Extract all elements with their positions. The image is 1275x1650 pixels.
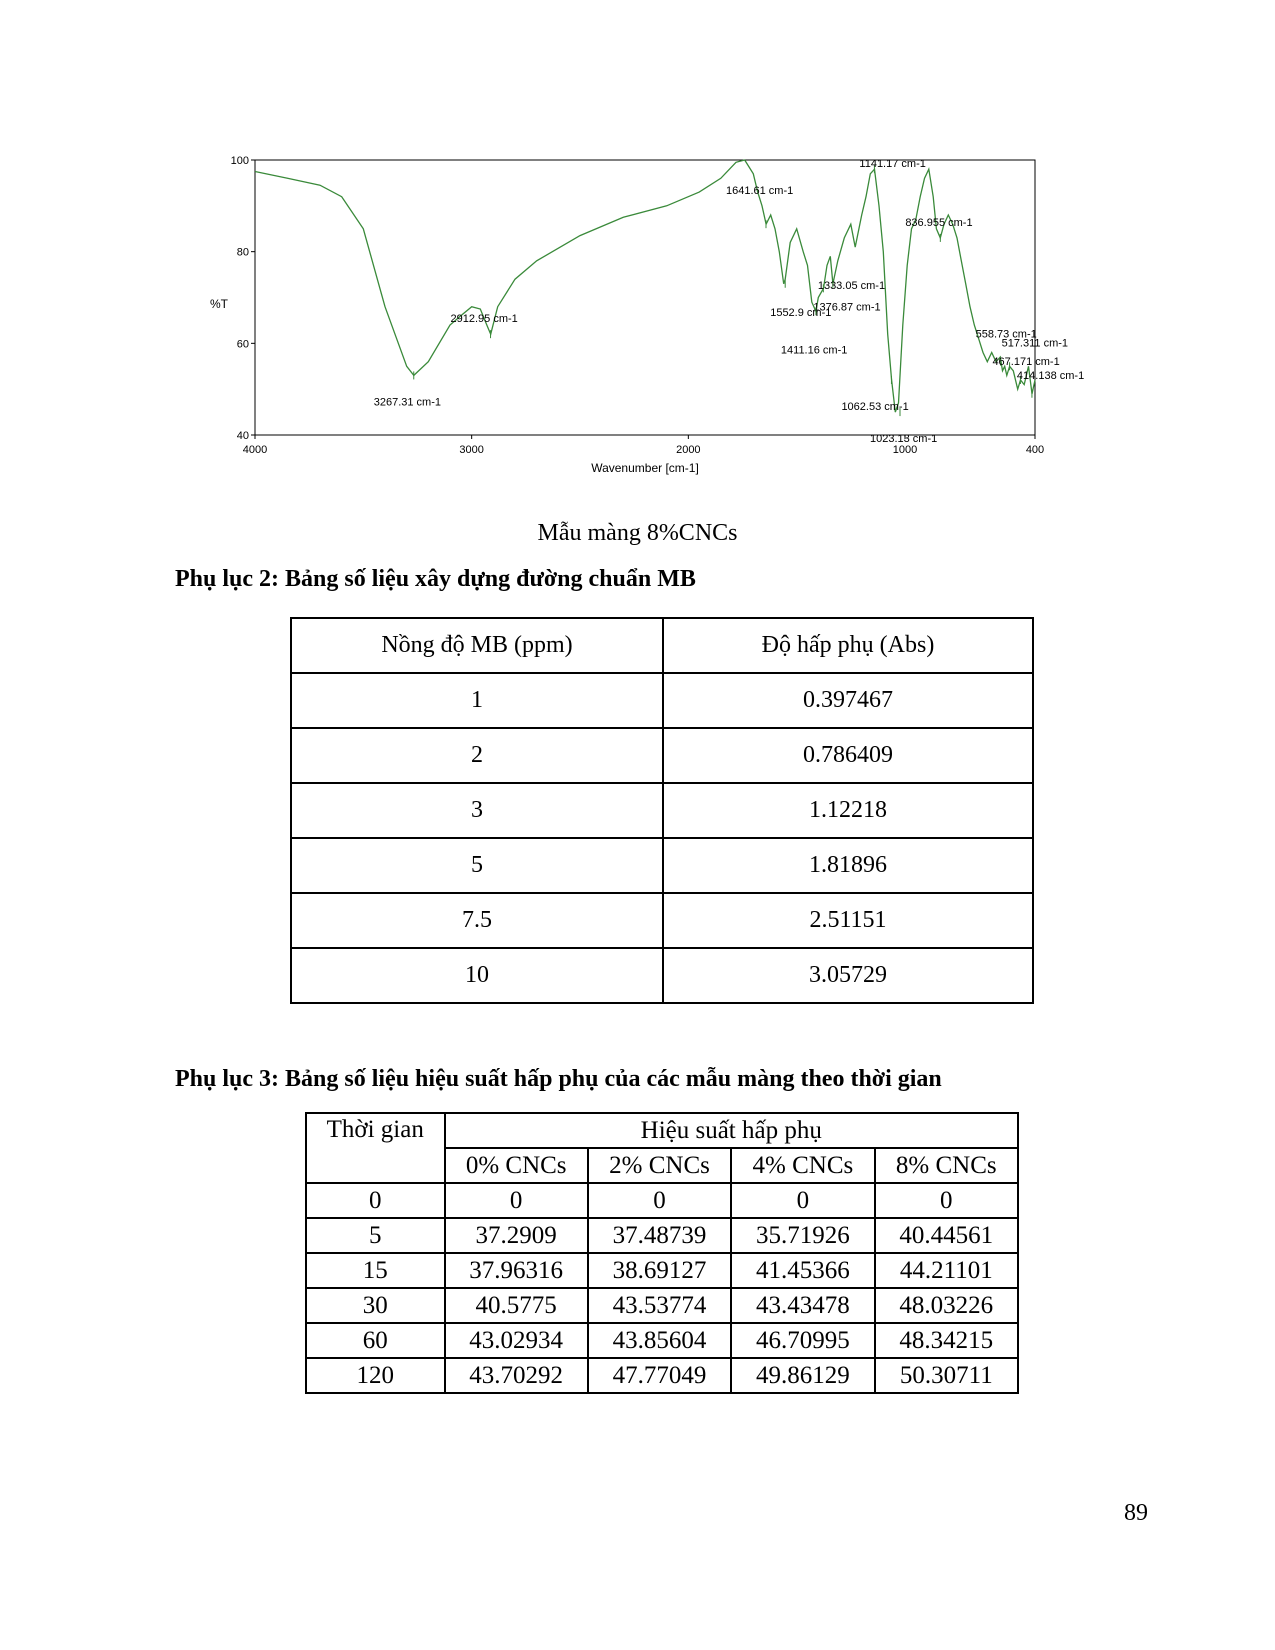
table-cell: 3.05729 <box>663 948 1033 1003</box>
x-tick-label: 3000 <box>459 444 484 456</box>
table-row <box>306 1323 1018 1358</box>
table-cell: 50.30711 <box>875 1358 1018 1393</box>
table-cell: 1 <box>291 673 663 728</box>
table-cell: 40.44561 <box>875 1218 1018 1253</box>
table-cell: 37.2909 <box>445 1218 588 1253</box>
table-cell: 37.48739 <box>588 1218 731 1253</box>
table-cell: 0 <box>306 1183 445 1218</box>
subheader-8-cncs: 8% CNCs <box>875 1148 1018 1183</box>
header-concentration: Nồng độ MB (ppm) <box>291 618 663 673</box>
table-row <box>291 948 1033 1003</box>
x-axis-label: Wavenumber [cm-1] <box>591 461 699 475</box>
table-cell: 7.5 <box>291 893 663 948</box>
table-row <box>306 1183 1018 1218</box>
appendix-3-heading: Phụ lục 3: Bảng số liệu hiệu suất hấp phụ của các mẫu màng theo thời gian <box>175 1066 942 1092</box>
peak-label: 1141.17 cm-1 <box>859 158 926 171</box>
peak-label: 1641.61 cm-1 <box>725 185 794 198</box>
ir-spectrum-chart <box>200 150 1120 500</box>
table-cell: 15 <box>306 1253 445 1288</box>
peak-label: 558.73 cm-1 <box>975 328 1037 341</box>
table-cell: 60 <box>306 1323 445 1358</box>
table-cell: 5 <box>291 838 663 893</box>
table-cell: 43.43478 <box>731 1288 874 1323</box>
peak-label: 1023.13 cm-1 <box>869 433 938 446</box>
table-cell: 30 <box>306 1288 445 1323</box>
spectrum-line <box>255 160 1035 412</box>
table-cell: 37.96316 <box>445 1253 588 1288</box>
x-tick-label: 400 <box>1025 444 1045 456</box>
page-number: 89 <box>1124 1500 1148 1526</box>
subheader-4-cncs: 4% CNCs <box>731 1148 874 1183</box>
table-cell: 10 <box>291 948 663 1003</box>
table-cell: 43.85604 <box>588 1323 731 1358</box>
table-cell: 0.397467 <box>663 673 1033 728</box>
peak-label: 414.138 cm-1 <box>1016 369 1085 382</box>
table-cell: 0 <box>875 1183 1018 1218</box>
table-row <box>306 1288 1018 1323</box>
table-cell: 43.02934 <box>445 1323 588 1358</box>
table-cell: 1.12218 <box>663 783 1033 838</box>
table-row <box>291 838 1033 893</box>
table-cell: 47.77049 <box>588 1358 731 1393</box>
y-tick-label: 60 <box>236 338 249 351</box>
x-tick-label: 2000 <box>676 444 701 456</box>
table-row <box>306 1253 1018 1288</box>
peak-label: 1062.53 cm-1 <box>841 401 909 413</box>
table-cell: 44.21101 <box>875 1253 1018 1288</box>
table-cell: 0 <box>445 1183 588 1218</box>
table-cell: 48.34215 <box>875 1323 1018 1358</box>
table-cell: 1.81896 <box>663 838 1033 893</box>
peak-label: 1376.87 cm-1 <box>813 301 881 314</box>
plot-frame <box>255 160 1035 435</box>
peak-label: 1411.16 cm-1 <box>780 344 848 357</box>
header-absorbance: Độ hấp phụ (Abs) <box>663 618 1033 673</box>
table-row <box>291 783 1033 838</box>
table-cell: 46.70995 <box>731 1323 874 1358</box>
table-row <box>291 728 1033 783</box>
header-efficiency: Hiệu suất hấp phụ <box>445 1113 1019 1148</box>
table-cell: 48.03226 <box>875 1288 1018 1323</box>
peak-label: 1552.9 cm-1 <box>770 306 832 319</box>
table-row <box>291 673 1033 728</box>
y-axis-ticks <box>231 155 255 442</box>
table-cell: 49.86129 <box>731 1358 874 1393</box>
peak-label: 836.955 cm-1 <box>905 216 973 229</box>
table-cell: 40.5775 <box>445 1288 588 1323</box>
appendix-2-heading: Phụ lục 2: Bảng số liệu xây dựng đường chuẩn MB <box>175 566 696 592</box>
figure-caption: Mẫu màng 8%CNCs <box>537 520 738 546</box>
calibration-table <box>290 617 1034 1004</box>
adsorption-efficiency-table <box>305 1112 1019 1394</box>
peak-annotations <box>374 158 1084 445</box>
peak-label: 2912.95 cm-1 <box>450 313 518 326</box>
y-tick-label: 40 <box>236 430 249 442</box>
peak-label: 517.311 cm-1 <box>1001 337 1069 350</box>
table-row <box>291 893 1033 948</box>
peak-label: 1333.05 cm-1 <box>817 279 886 292</box>
x-tick-label: 4000 <box>242 444 268 456</box>
peak-label: 3267.31 cm-1 <box>373 396 442 409</box>
table-row <box>306 1358 1018 1393</box>
table-cell: 5 <box>306 1218 445 1253</box>
table-header-row <box>306 1113 1018 1148</box>
table-cell: 2 <box>291 728 663 783</box>
subheader-2-cncs: 2% CNCs <box>588 1148 731 1183</box>
table-row <box>306 1218 1018 1253</box>
y-tick-label: 80 <box>236 246 249 259</box>
table-cell: 0.786409 <box>663 728 1033 783</box>
y-axis-label: %T <box>210 297 228 311</box>
table-cell: 0 <box>588 1183 731 1218</box>
table-cell: 43.53774 <box>588 1288 731 1323</box>
x-tick-label: 1000 <box>892 444 918 456</box>
table-cell: 2.51151 <box>663 893 1033 948</box>
y-tick-label: 100 <box>230 155 249 167</box>
table-cell: 38.69127 <box>588 1253 731 1288</box>
table-cell: 120 <box>306 1358 445 1393</box>
table-header-row <box>291 618 1033 673</box>
subheader-0-cncs: 0% CNCs <box>445 1148 588 1183</box>
peak-label: 467.171 cm-1 <box>992 356 1060 368</box>
header-time: Thời gian <box>306 1113 445 1183</box>
table-cell: 35.71926 <box>731 1218 874 1253</box>
table-cell: 0 <box>731 1183 874 1218</box>
table-cell: 3 <box>291 783 663 838</box>
table-cell: 43.70292 <box>445 1358 588 1393</box>
table-cell: 41.45366 <box>731 1253 874 1288</box>
